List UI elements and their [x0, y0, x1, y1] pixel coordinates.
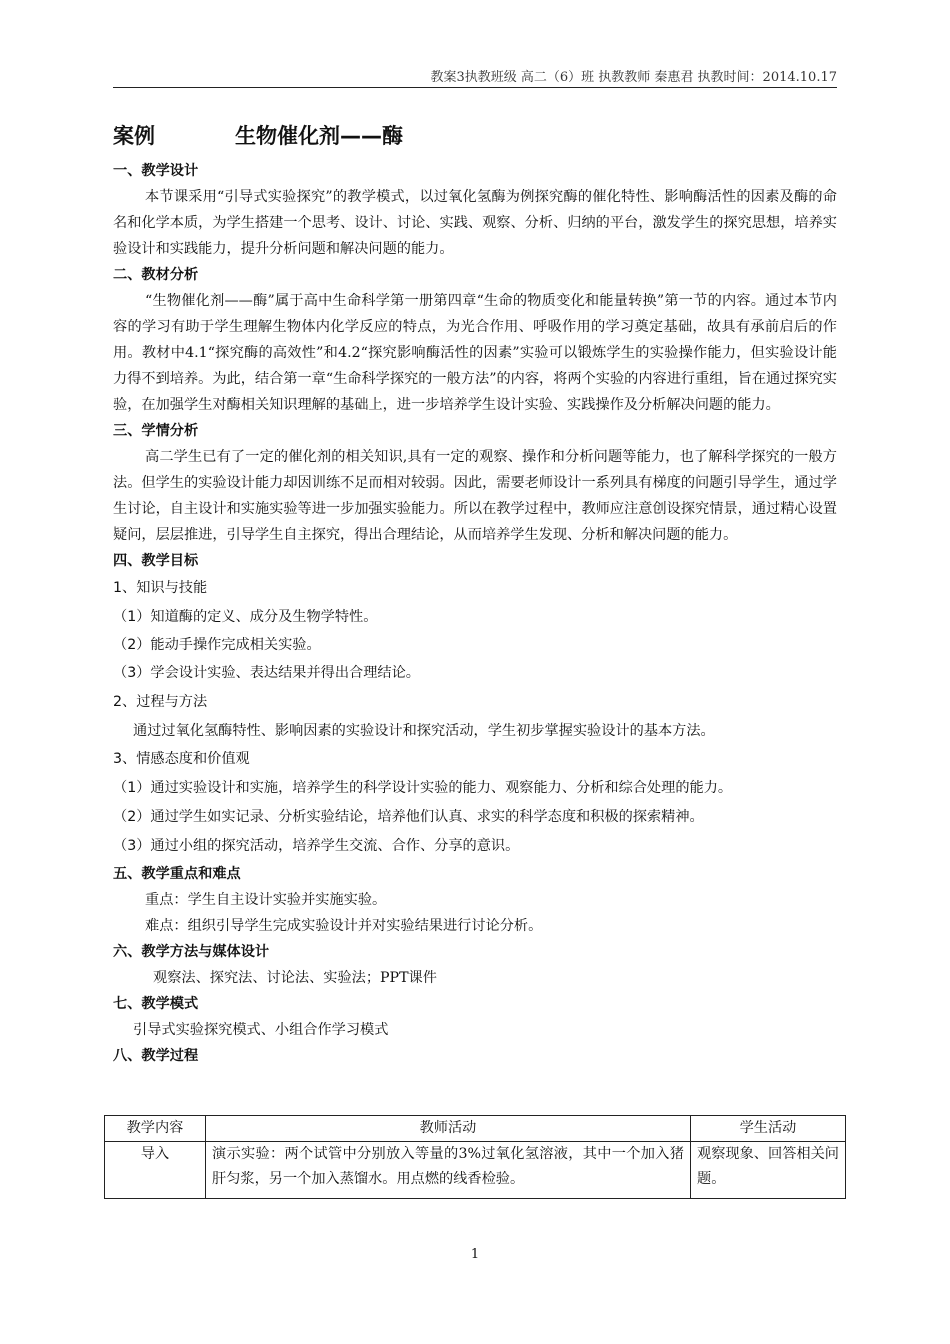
table-header-row [105, 1116, 846, 1142]
focus-key-point: 重点：学生自主设计实验并实施实验。 [145, 892, 387, 908]
table-cell-content: 导入 [105, 1142, 206, 1199]
table-cell-student: 观察现象、回答相关问题。 [691, 1142, 846, 1199]
document-body [113, 158, 837, 1069]
process-table [104, 1115, 846, 1199]
section-heading-mode: 七、教学模式 [113, 996, 199, 1012]
goal-emotion-item: （2）通过学生如实记录、分析实验结论，培养他们认真、求实的科学态度和积极的探索精神。 [113, 809, 704, 825]
goal-method-item: 通过过氧化氢酶特性、影响因素的实验设计和探究活动，学生初步掌握实验设计的基本方法。 [133, 723, 715, 739]
goal-knowledge-title: 1、知识与技能 [113, 580, 208, 596]
section-heading-goals: 四、教学目标 [113, 553, 199, 569]
goal-knowledge-item: （1）知道酶的定义、成分及生物学特性。 [113, 609, 378, 625]
table-header-cell: 教师活动 [206, 1116, 691, 1142]
goal-method-title: 2、过程与方法 [113, 694, 208, 710]
goal-emotion-title: 3、情感态度和价值观 [113, 751, 250, 767]
table-header-cell: 学生活动 [691, 1116, 846, 1142]
page-number: 1 [470, 1247, 480, 1262]
title-label: 案例 [113, 124, 155, 148]
table-row [105, 1142, 846, 1199]
material-paragraph: “生物催化剂——酶”属于高中生命科学第一册第四章“生命的物质变化和能量转换”第一节的内容。通过本节内容的学习有助于学生理解生物体内化学反应的特点，为光合作用、呼吸作用的学习奠定基础，故具有承前启后的作用。教材中4.1“探究酶的高效性”和4.2“探究影响酶活性的因素”实验可以锻炼学生的实验操作能力，但实验设计能力得不到培养。为此，结合第一章“生命科学探究的一般方法”的内容，将两个实验的内容进行重组，旨在通过探究实验，在加强学生对酶相关知识理解的基础上，进一步培养学生设计实验、实践操作及分析解决问题的能力。 [113, 293, 837, 413]
methods-text: 观察法、探究法、讨论法、实验法；PPT课件 [153, 970, 437, 986]
header-rule [113, 87, 837, 88]
section-heading-design: 一、教学设计 [113, 163, 199, 179]
focus-difficulty: 难点：组织引导学生完成实验设计并对实验结果进行讨论分析。 [145, 918, 543, 934]
table-cell-teacher: 演示实验：两个试管中分别放入等量的3%过氧化氢溶液，其中一个加入猪肝匀浆，另一个加入蒸馏水。用点燃的线香检验。 [206, 1142, 691, 1199]
title-text: 生物催化剂——酶 [235, 124, 403, 148]
goal-emotion-item: （3）通过小组的探究活动，培养学生交流、合作、分享的意识。 [113, 838, 520, 854]
section-heading-material: 二、教材分析 [113, 267, 199, 283]
section-heading-students: 三、学情分析 [113, 423, 199, 439]
section-heading-methods: 六、教学方法与媒体设计 [113, 944, 270, 960]
design-paragraph: 本节课采用“引导式实验探究”的教学模式，以过氧化氢酶为例探究酶的催化特性、影响酶活性的因素及酶的命名和化学本质，为学生搭建一个思考、设计、讨论、实践、观察、分析、归纳的平台，激发学生的探究思想，培养实验设计和实践能力，提升分析问题和解决问题的能力。 [113, 189, 837, 257]
document-title [113, 120, 403, 150]
goal-knowledge-item: （3）学会设计实验、表达结果并得出合理结论。 [113, 665, 420, 681]
mode-text: 引导式实验探究模式、小组合作学习模式 [133, 1022, 389, 1038]
goal-emotion-item: （1）通过实验设计和实施，培养学生的科学设计实验的能力、观察能力、分析和综合处理的能力。 [113, 780, 733, 796]
page-header: 教案3执教班级 高二（6）班 执教教师 秦惠君 执教时间：2014.10.17 [430, 70, 837, 85]
goal-knowledge-item: （2）能动手操作完成相关实验。 [113, 637, 321, 653]
table-header-cell: 教学内容 [105, 1116, 206, 1142]
students-paragraph: 高二学生已有了一定的催化剂的相关知识,具有一定的观察、操作和分析问题等能力，也了解科学探究的一般方法。但学生的实验设计能力却因训练不足而相对较弱。因此，需要老师设计一系列具有梯度的问题引导学生，通过学生讨论，自主设计和实施实验等进一步加强实验能力。所以在教学过程中，教师应注意创设探究情景，通过精心设置疑问，层层推进，引导学生自主探究，得出合理结论，从而培养学生发现、分析和解决问题的能力。 [113, 449, 837, 543]
section-heading-focus: 五、教学重点和难点 [113, 866, 241, 882]
section-heading-process: 八、教学过程 [113, 1048, 199, 1064]
